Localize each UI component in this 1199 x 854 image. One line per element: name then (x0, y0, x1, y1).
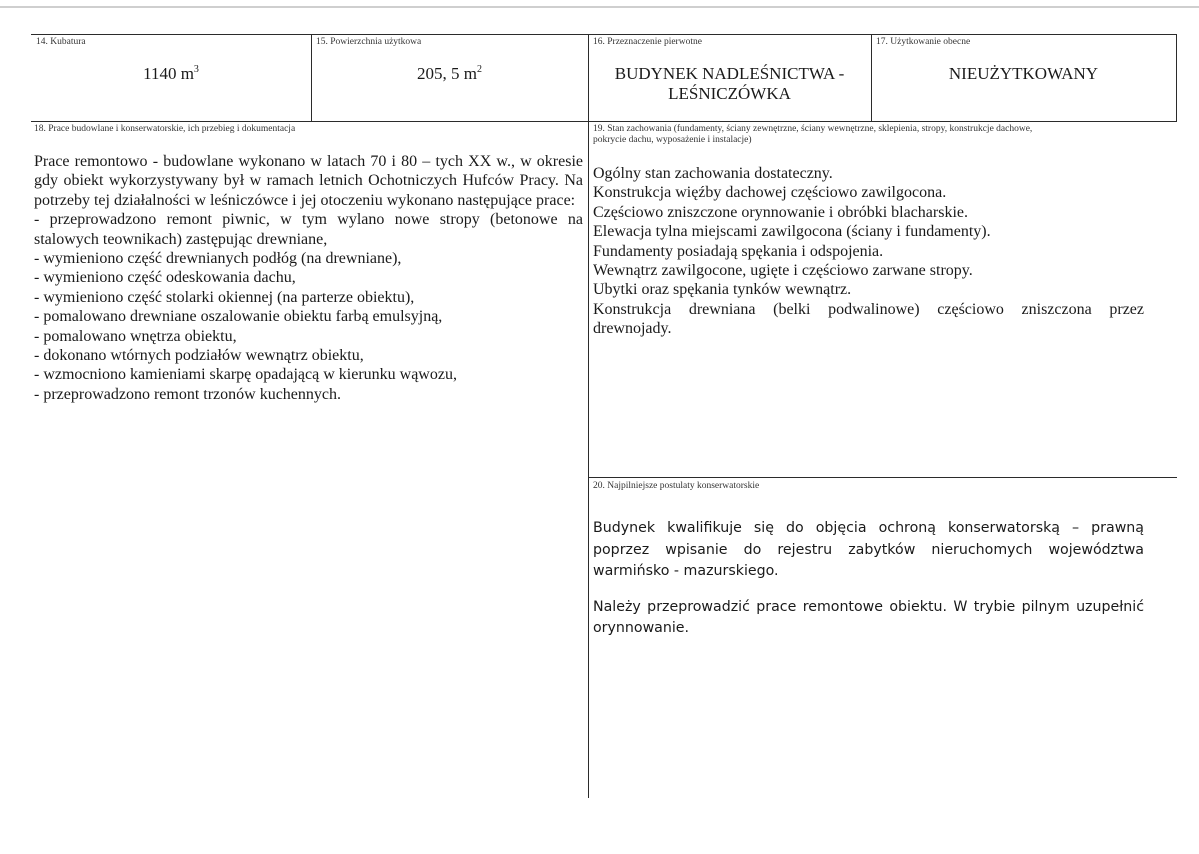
works-item: - wymieniono część stolarki okiennej (na parterze obiektu), (34, 288, 415, 306)
divider-row1 (31, 121, 1177, 122)
divider-right-edge (1176, 34, 1177, 122)
postulate-paragraph-2: Należy przeprowadzić prace remontowe obiektu. W trybie pilnym uzupełnić orynnowanie. (593, 598, 1144, 636)
condition-line: Częściowo zniszczone orynnowanie i obróbki blacharskie. (593, 203, 968, 221)
field-19-label-line1: 19. Stan zachowania (fundamenty, ściany zewnętrzne, ściany wewnętrzne, sklepienia, stropy, konstrukcje dachowe, (593, 124, 1033, 134)
field-18-label: 18. Prace budowlane i konserwatorskie, ich przebieg i dokumentacja (34, 124, 296, 134)
field-15-label: 15. Powierzchnia użytkowa (316, 37, 422, 47)
original-purpose-line2: LEŚNICZÓWKA (668, 84, 791, 103)
condition-line: Konstrukcja więźby dachowej częściowo zawilgocona. (593, 184, 947, 202)
volume-unit-exponent: 3 (193, 64, 199, 75)
field-20-content (593, 518, 1144, 654)
condition-line: Wewnątrz zawilgocone, ugięte i częściowo zarwane stropy. (593, 262, 973, 280)
original-purpose-line1: BUDYNEK NADLEŚNICTWA - (614, 64, 845, 83)
field-20-label: 20. Najpilniejsze postulaty konserwatorskie (593, 481, 760, 491)
condition-line: Ogólny stan zachowania dostateczny. (593, 165, 833, 182)
field-19-content (593, 164, 1144, 339)
field-15-value (311, 64, 588, 84)
condition-line: Konstrukcja drewniana (belki podwalinowe) częściowo zniszczona przez drewnojady. (593, 300, 1144, 338)
works-item: - pomalowano wnętrza obiektu, (34, 327, 237, 345)
field-14-value (31, 64, 311, 84)
works-intro: Prace remontowo - budowlane wykonano w latach 70 i 80 – tych XX w., w okresie gdy obiekt wykorzystywany był w ramach letnich Ochotniczych Hufców Pracy. Na potrzeby tej działalności w leśniczówce i jej otoczeniu wykonano następujące prace: (34, 153, 583, 209)
field-19-label-line2: pokrycie dachu, wyposażenie i instalacje) (593, 135, 752, 145)
works-item: - wymieniono część drewnianych podłóg (na drewniane), (34, 250, 402, 268)
field-18-content (34, 152, 583, 404)
field-17-value: NIEUŻYTKOWANY (948, 64, 1099, 83)
area-value: 205, 5 m (417, 64, 477, 83)
area-unit-exponent: 2 (476, 64, 482, 75)
works-item: - pomalowano drewniane oszalowanie obiektu farbą emulsyjną, (34, 308, 443, 326)
volume-value: 1140 m (143, 64, 194, 83)
condition-line: Fundamenty posiadają spękania i odspojenia. (593, 242, 884, 260)
works-item: - wymieniono część odeskowania dachu, (34, 269, 296, 287)
divider-row2-right (588, 477, 1177, 478)
works-item: - przeprowadzono remont piwnic, w tym wylano nowe stropy (betonowe na stalowych teownikach) zastępując drewniane, (34, 211, 583, 248)
field-16-value (588, 64, 871, 104)
scan-top-edge (0, 6, 1199, 8)
postulate-paragraph-1: Budynek kwalifikuje się do objęcia ochroną konserwatorską – prawną poprzez wpisanie do rejestru zabytków nieruchomych województwa warmińsko - mazurskiego. (593, 520, 1144, 579)
works-item: - dokonano wtórnych podziałów wewnątrz obiektu, (34, 347, 364, 365)
condition-line: Ubytki oraz spękania tynków wewnątrz. (593, 281, 852, 299)
condition-line: Elewacja tylna miejscami zawilgocona (ściany i fundamenty). (593, 223, 991, 241)
works-item: - wzmocniono kamieniami skarpę opadającą w kierunku wąwozu, (34, 366, 457, 384)
field-17-label: 17. Użytkowanie obecne (876, 37, 971, 47)
divider-top (31, 34, 1177, 35)
field-16-label: 16. Przeznaczenie pierwotne (593, 37, 702, 47)
field-19-label (593, 124, 1032, 146)
works-item: - przeprowadzono remont trzonów kuchennych. (34, 385, 341, 403)
field-14-label: 14. Kubatura (36, 37, 86, 47)
divider-col2 (588, 34, 589, 798)
